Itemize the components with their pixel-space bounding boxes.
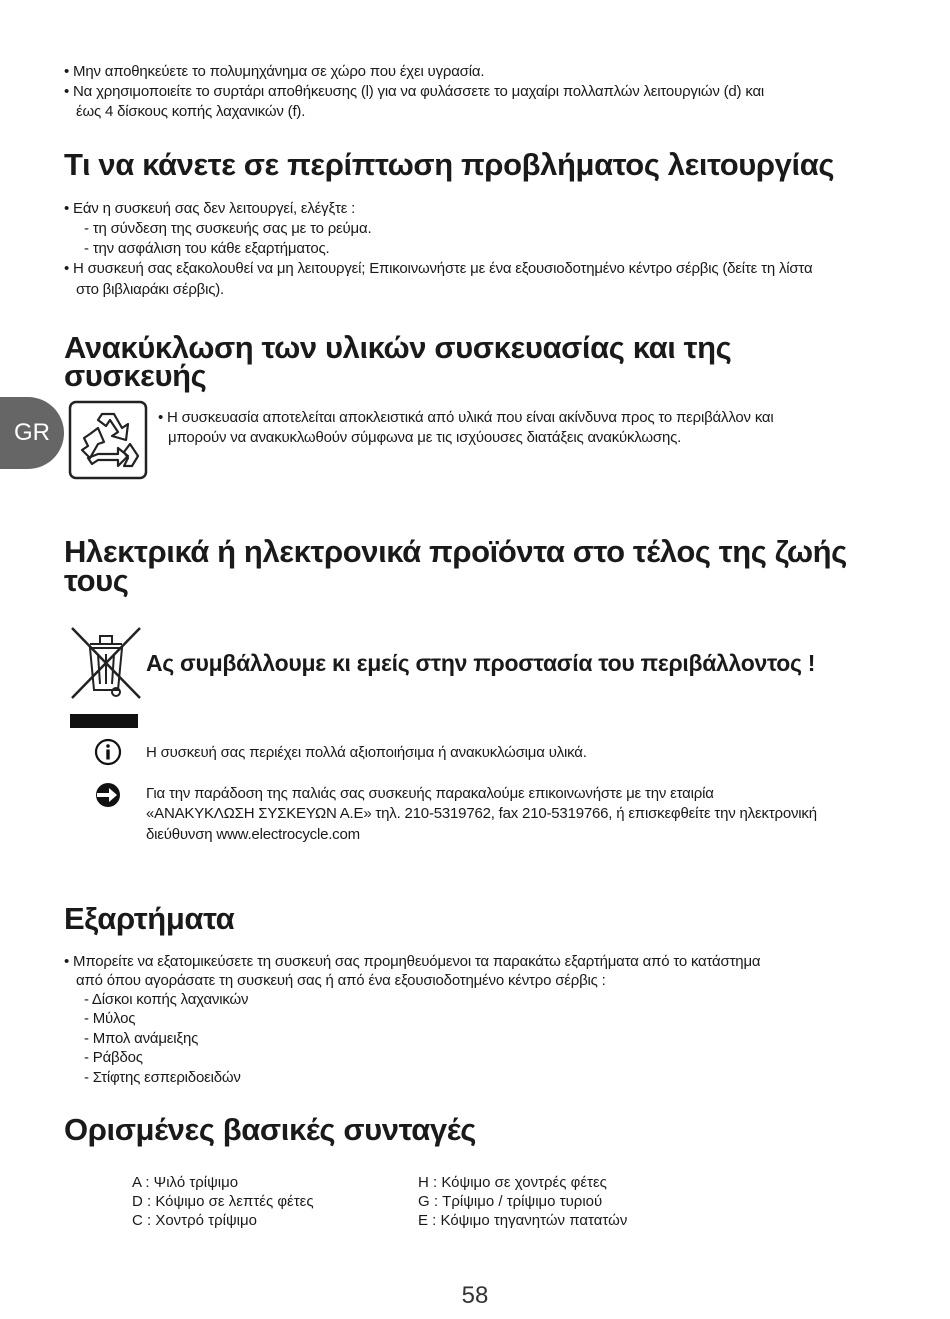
recipes-title: Ορισμένες βασικές συνταγές	[64, 1112, 477, 1147]
weee-title-line-2: τους	[64, 563, 129, 598]
storage-bullet-2: • Να χρησιμοποιείτε το συρτάρι αποθήκευσης (l) για να φυλάσσετε το μαχαίρι πολλαπλών λειτουργιών (d) και	[64, 83, 765, 100]
crossed-bin-icon	[68, 626, 144, 730]
recipe-right-item: H : Κόψιμο σε χοντρές φέτες	[418, 1174, 607, 1191]
weee-title-line-1: Ηλεκτρικά ή ηλεκτρονικά προϊόντα στο τέλος της ζωής	[64, 534, 847, 569]
troubleshooting-line-3: - την ασφάλιση του κάθε εξαρτήματος.	[84, 240, 330, 257]
troubleshooting-line-5: στο βιβλιαράκι σέρβις).	[76, 281, 225, 298]
accessories-intro-line-1: • Μπορείτε να εξατομικεύσετε τη συσκευή σας προμηθευόμενοι τα παρακάτω εξαρτήματα από το κατάστημα	[64, 953, 761, 970]
recycling-title-line-2: συσκευής	[64, 358, 207, 393]
weee-arrow-line-2: «ΑΝΑΚΥΚΛΩΣΗ ΣΥΣΚΕΥΩΝ Α.Ε» τηλ. 210-5319762, fax 210-5319766, ή επισκεφθείτε την ηλεκτρονική	[146, 805, 817, 822]
recipe-right-item: E : Κόψιμο τηγανητών πατατών	[418, 1212, 628, 1229]
recycling-text-line-2: μπορούν να ανακυκλωθούν σύμφωνα με τις ισχύουσες διατάξεις ανακύκλωσης.	[168, 429, 682, 446]
accessories-item: - Ράβδος	[84, 1049, 143, 1066]
language-tab-label: GR	[14, 419, 50, 446]
recycle-icon	[68, 400, 148, 480]
weee-info-text: Η συσκευή σας περιέχει πολλά αξιοποιήσιμα ή ανακυκλώσιμα υλικά.	[146, 744, 587, 761]
storage-bullet-2-cont: έως 4 δίσκους κοπής λαχανικών (f).	[76, 103, 306, 120]
weee-arrow-line-1: Για την παράδοση της παλιάς σας συσκευής παρακαλούμε επικοινωνήστε με την εταιρία	[146, 785, 714, 802]
accessories-item: - Μπολ ανάμειξης	[84, 1030, 199, 1047]
arrow-right-icon	[95, 782, 121, 808]
recycling-title-line-1: Ανακύκλωση των υλικών συσκευασίας και της	[64, 330, 732, 365]
recipe-left-item: C : Χοντρό τρίψιμο	[132, 1212, 257, 1229]
recipe-left-item: D : Κόψιμο σε λεπτές φέτες	[132, 1193, 314, 1210]
weee-slogan: Ας συμβάλλουμε κι εμείς στην προστασία του περιβάλλοντος !	[146, 650, 816, 676]
info-icon	[94, 738, 122, 766]
troubleshooting-line-1: • Εάν η συσκευή σας δεν λειτουργεί, ελέγξτε :	[64, 200, 356, 217]
recipe-left-item: A : Ψιλό τρίψιμο	[132, 1174, 239, 1191]
storage-bullet-1: • Μην αποθηκεύετε το πολυμηχάνημα σε χώρο που έχει υγρασία.	[64, 63, 485, 80]
accessories-title: Εξαρτήματα	[64, 901, 235, 936]
accessories-item: - Δίσκοι κοπής λαχανικών	[84, 991, 249, 1008]
accessories-item: - Στίφτης εσπεριδοειδών	[84, 1069, 241, 1086]
accessories-item: - Μύλος	[84, 1010, 136, 1027]
page-number: 58	[461, 1282, 489, 1309]
troubleshooting-line-2: - τη σύνδεση της συσκευής σας με το ρεύμα.	[84, 220, 372, 237]
recipe-right-item: G : Τρίψιμο / τρίψιμο τυριού	[418, 1193, 603, 1210]
troubleshooting-line-4: • Η συσκευή σας εξακολουθεί να μη λειτουργεί; Επικοινωνήστε με ένα εξουσιοδοτημένο κέντρο σέρβις (δείτε τη λίστα	[64, 260, 813, 277]
accessories-intro-line-2: από όπου αγοράσατε τη συσκευή σας ή από ένα εξουσιοδοτημένο κέντρο σέρβις :	[76, 972, 606, 989]
recycling-text-line-1: • Η συσκευασία αποτελείται αποκλειστικά από υλικά που είναι ακίνδυνα προς το περιβάλλον και	[158, 409, 774, 426]
troubleshooting-title: Τι να κάνετε σε περίπτωση προβλήματος λειτουργίας	[64, 147, 835, 182]
weee-arrow-line-3: διεύθυνση www.electrocycle.com	[146, 826, 360, 843]
